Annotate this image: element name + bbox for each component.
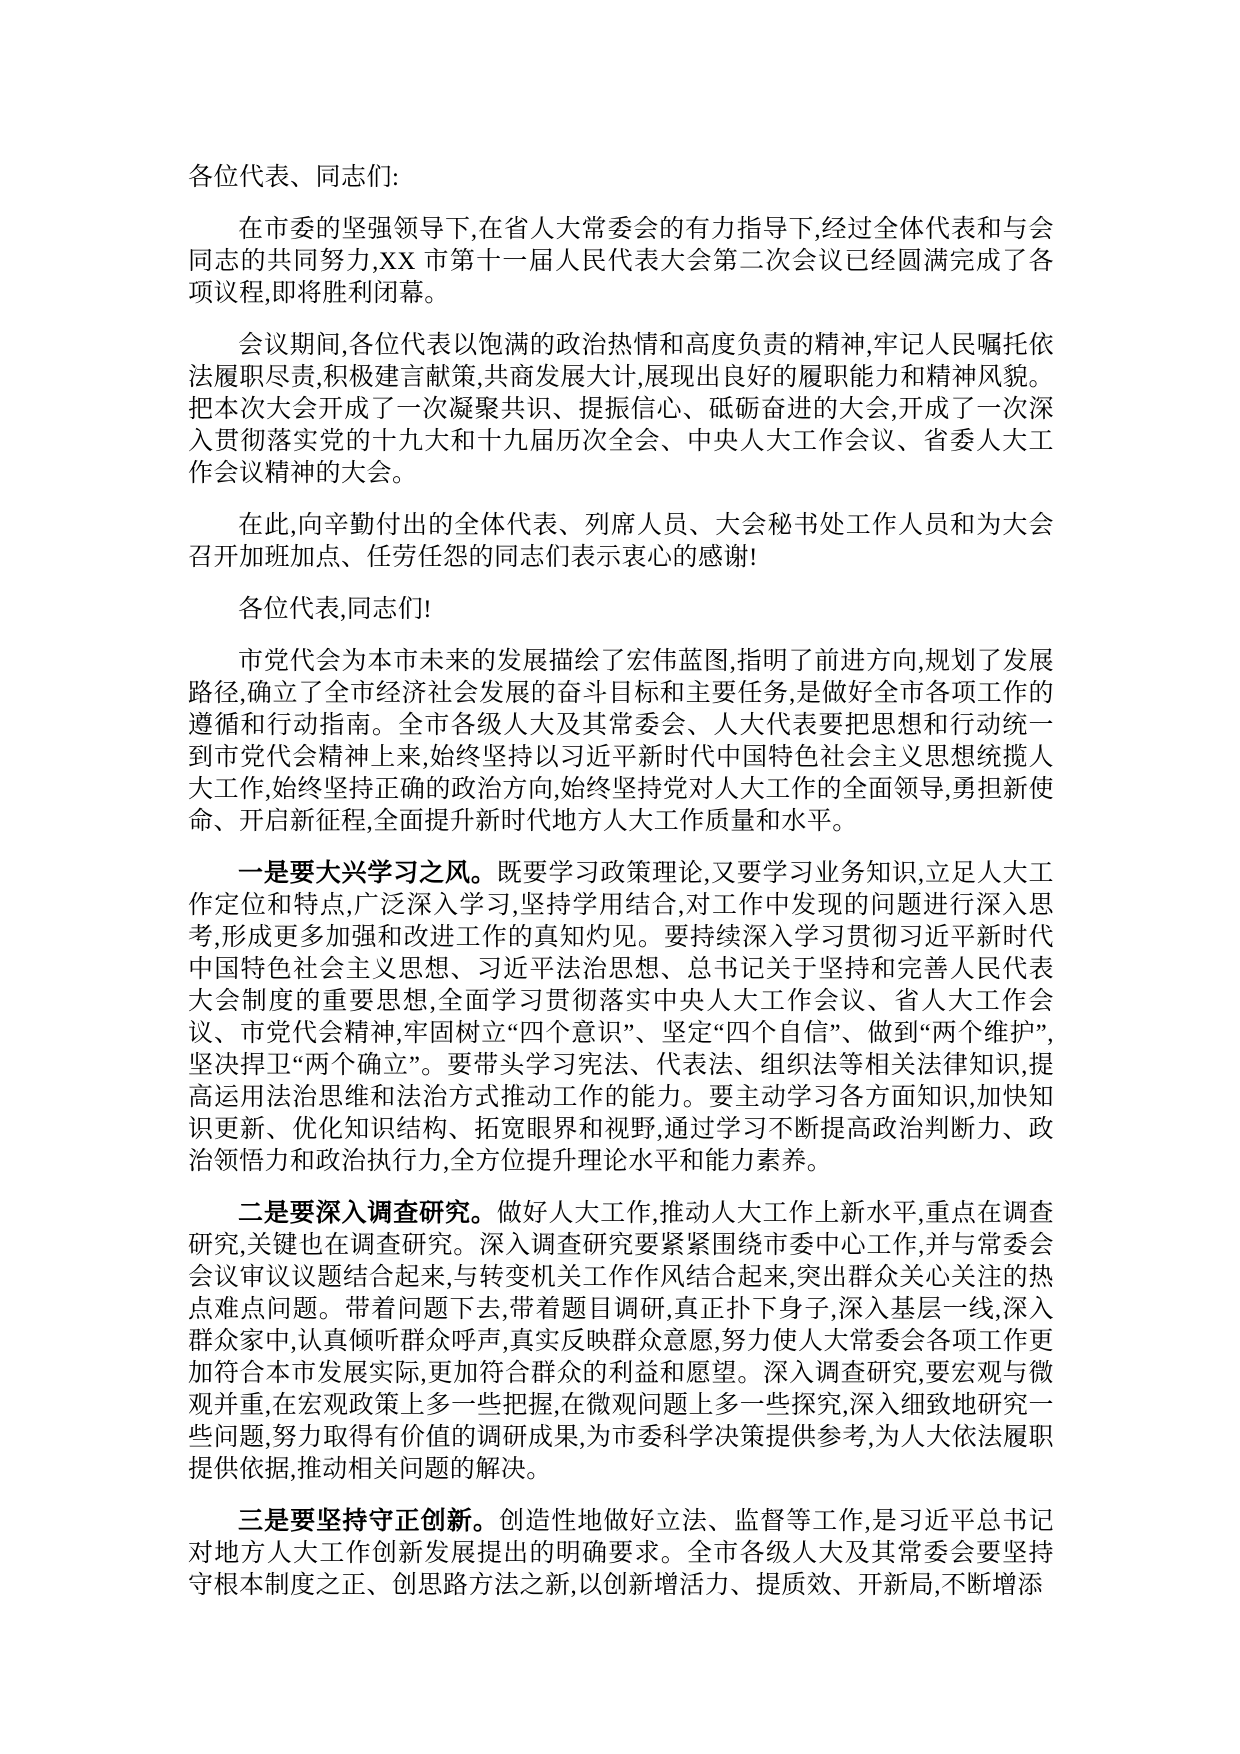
bold-lead: 一是要大兴学习之风。 xyxy=(238,860,497,887)
document-content xyxy=(188,162,1054,1602)
paragraph-1 xyxy=(188,214,1054,310)
paragraph-3 xyxy=(188,510,1054,574)
paragraph-text: 各位代表、同志们: xyxy=(188,164,400,191)
paragraph-2 xyxy=(188,330,1054,490)
paragraph-salutation xyxy=(188,162,1054,194)
bold-lead: 二是要深入调查研究。 xyxy=(238,1200,497,1227)
paragraph-point-1 xyxy=(188,858,1054,1178)
paragraph-point-3 xyxy=(188,1506,1054,1602)
paragraph-text: 各位代表,同志们! xyxy=(238,596,433,623)
paragraph-text: 在此,向辛勤付出的全体代表、列席人员、大会秘书处工作人员和为大会召开加班加点、任劳任怨的同志们表示衷心的感谢! xyxy=(188,512,1054,571)
paragraph-point-2 xyxy=(188,1198,1054,1486)
paragraph-text: 会议期间,各位代表以饱满的政治热情和高度负责的精神,牢记人民嘱托依法履职尽责,积极建言献策,共商发展大计,展现出良好的履职能力和精神风貌。把本次大会开成了一次凝聚共识、提振信心、砥砺奋进的大会,开成了一次深入贯彻落实党的十九大和十九届历次全会、中央人大工作会议、省委人大工作会议精神的大会。 xyxy=(188,332,1054,487)
paragraph-text: 在市委的坚强领导下,在省人大常委会的有力指导下,经过全体代表和与会同志的共同努力,XX 市第十一届人民代表大会第二次会议已经圆满完成了各项议程,即将胜利闭幕。 xyxy=(188,216,1054,307)
paragraph-salutation-2 xyxy=(188,594,1054,626)
paragraph-text: 既要学习政策理论,又要学习业务知识,立足人大工作定位和特点,广泛深入学习,坚持学用结合,对工作中发现的问题进行深入思考,形成更多加强和改进工作的真知灼见。要持续深入学习贯彻习近平新时代中国特色社会主义思想、习近平法治思想、总书记关于坚持和完善人民代表大会制度的重要思想,全面学习贯彻落实中央人大工作会议、省人大工作会议、市党代会精神,牢固树立“四个意识”、坚定“四个自信”、做到“两个维护”,坚决捍卫“两个确立”。要带头学习宪法、代表法、组织法等相关法律知识,提高运用法治思维和法治方式推动工作的能力。要主动学习各方面知识,加快知识更新、优化知识结构、拓宽眼界和视野,通过学习不断提高政治判断力、政治领悟力和政治执行力,全方位提升理论水平和能力素养。 xyxy=(188,860,1054,1175)
paragraph-text: 创造性地做好立法、监督等工作,是习近平总书记对地方人大工作创新发展提出的明确要求。全市各级人大及其常委会要坚持守根本制度之正、创思路方法之新,以创新增活力、提质效、开新局,不断增添 xyxy=(188,1508,1054,1599)
paragraph-text: 市党代会为本市未来的发展描绘了宏伟蓝图,指明了前进方向,规划了发展路径,确立了全市经济社会发展的奋斗目标和主要任务,是做好全市各项工作的遵循和行动指南。全市各级人大及其常委会、人大代表要把思想和行动统一到市党代会精神上来,始终坚持以习近平新时代中国特色社会主义思想统揽人大工作,始终坚持正确的政治方向,始终坚持党对人大工作的全面领导,勇担新使命、开启新征程,全面提升新时代地方人大工作质量和水平。 xyxy=(188,648,1054,835)
bold-lead: 三是要坚持守正创新。 xyxy=(238,1508,500,1535)
paragraph-5 xyxy=(188,646,1054,838)
paragraph-text: 做好人大工作,推动人大工作上新水平,重点在调查研究,关键也在调查研究。深入调查研究要紧紧围绕市委中心工作,并与常委会会议审议议题结合起来,与转变机关工作作风结合起来,突出群众关心关注的热点难点问题。带着问题下去,带着题目调研,真正扑下身子,深入基层一线,深入群众家中,认真倾听群众呼声,真实反映群众意愿,努力使人大常委会各项工作更加符合本市发展实际,更加符合群众的利益和愿望。深入调查研究,要宏观与微观并重,在宏观政策上多一些把握,在微观问题上多一些探究,深入细致地研究一些问题,努力取得有价值的调研成果,为市委科学决策提供参考,为人大依法履职提供依据,推动相关问题的解决。 xyxy=(188,1200,1054,1483)
